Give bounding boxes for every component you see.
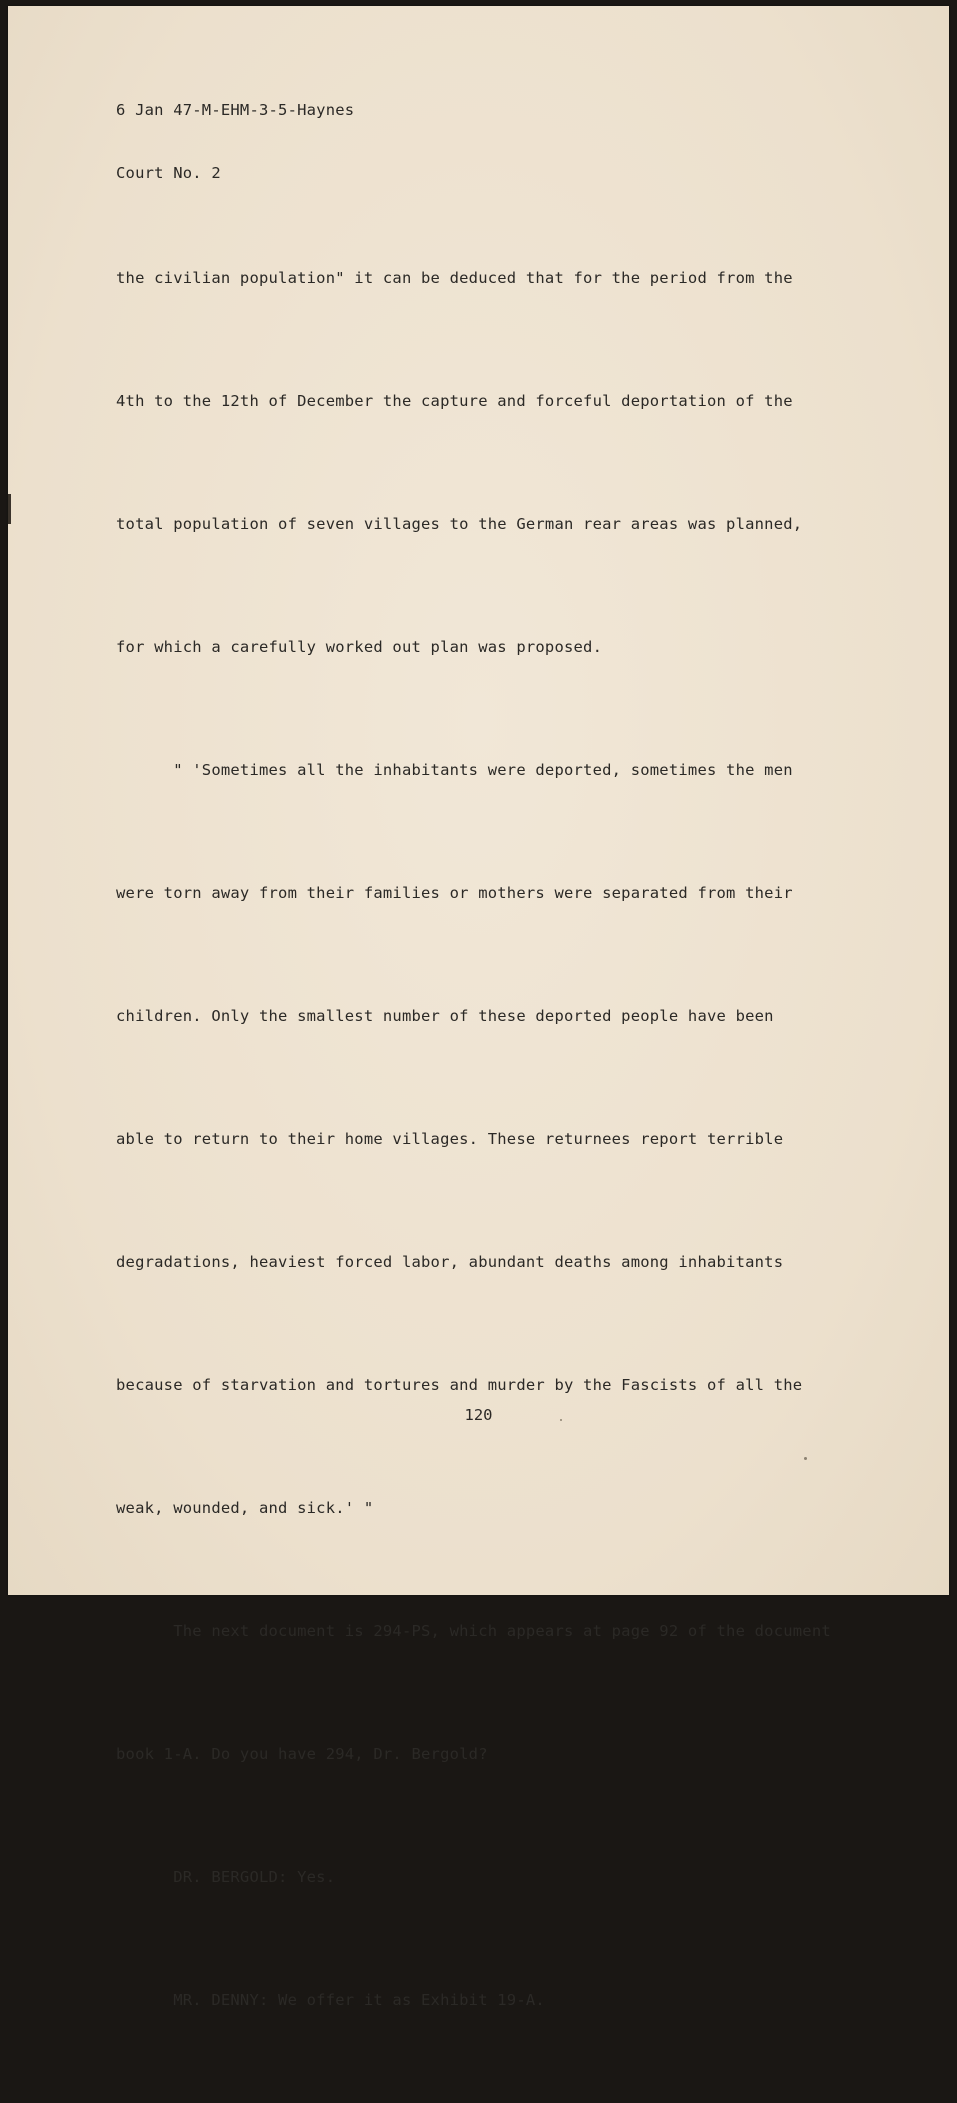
- transcript-line: MR. DENNY: We offer it as Exhibit 19-A.: [116, 1991, 545, 2009]
- paper-speck: [560, 1419, 562, 1421]
- transcript-line: for which a carefully worked out plan was proposed.: [116, 638, 603, 656]
- transcript-body: [116, 176, 831, 2103]
- transcript-line: children. Only the smallest number of these deported people have been: [116, 1007, 774, 1025]
- binding-edge-mark: [8, 494, 11, 524]
- transcript-line: " 'Sometimes all the inhabitants were deported, sometimes the men: [116, 761, 793, 779]
- paper-speck: [804, 1457, 807, 1460]
- transcript-line: because of starvation and tortures and murder by the Fascists of all the: [116, 1376, 803, 1394]
- transcript-line: 4th to the 12th of December the capture and forceful deportation of the: [116, 392, 793, 410]
- document-page: [8, 6, 949, 2009]
- transcript-line: were torn away from their families or mothers were separated from their: [116, 884, 793, 902]
- transcript-line: weak, wounded, and sick.' ": [116, 1499, 374, 1517]
- transcript-line: DR. BERGOLD: Yes.: [116, 1868, 336, 1886]
- header-reference: 6 Jan 47-M-EHM-3-5-Haynes: [116, 101, 355, 119]
- transcript-line: total population of seven villages to the German rear areas was planned,: [116, 515, 803, 533]
- header-court: Court No. 2: [116, 164, 221, 182]
- transcript-line: able to return to their home villages. These returnees report terrible: [116, 1130, 784, 1148]
- transcript-line: degradations, heaviest forced labor, abundant deaths among inhabitants: [116, 1253, 784, 1271]
- transcript-line: book 1-A. Do you have 294, Dr. Bergold?: [116, 1745, 488, 1763]
- transcript-line: the civilian population" it can be deduced that for the period from the: [116, 269, 793, 287]
- page-number: 120: [464, 1406, 493, 1424]
- transcript-line: The next document is 294-PS, which appears at page 92 of the document: [116, 1622, 831, 1640]
